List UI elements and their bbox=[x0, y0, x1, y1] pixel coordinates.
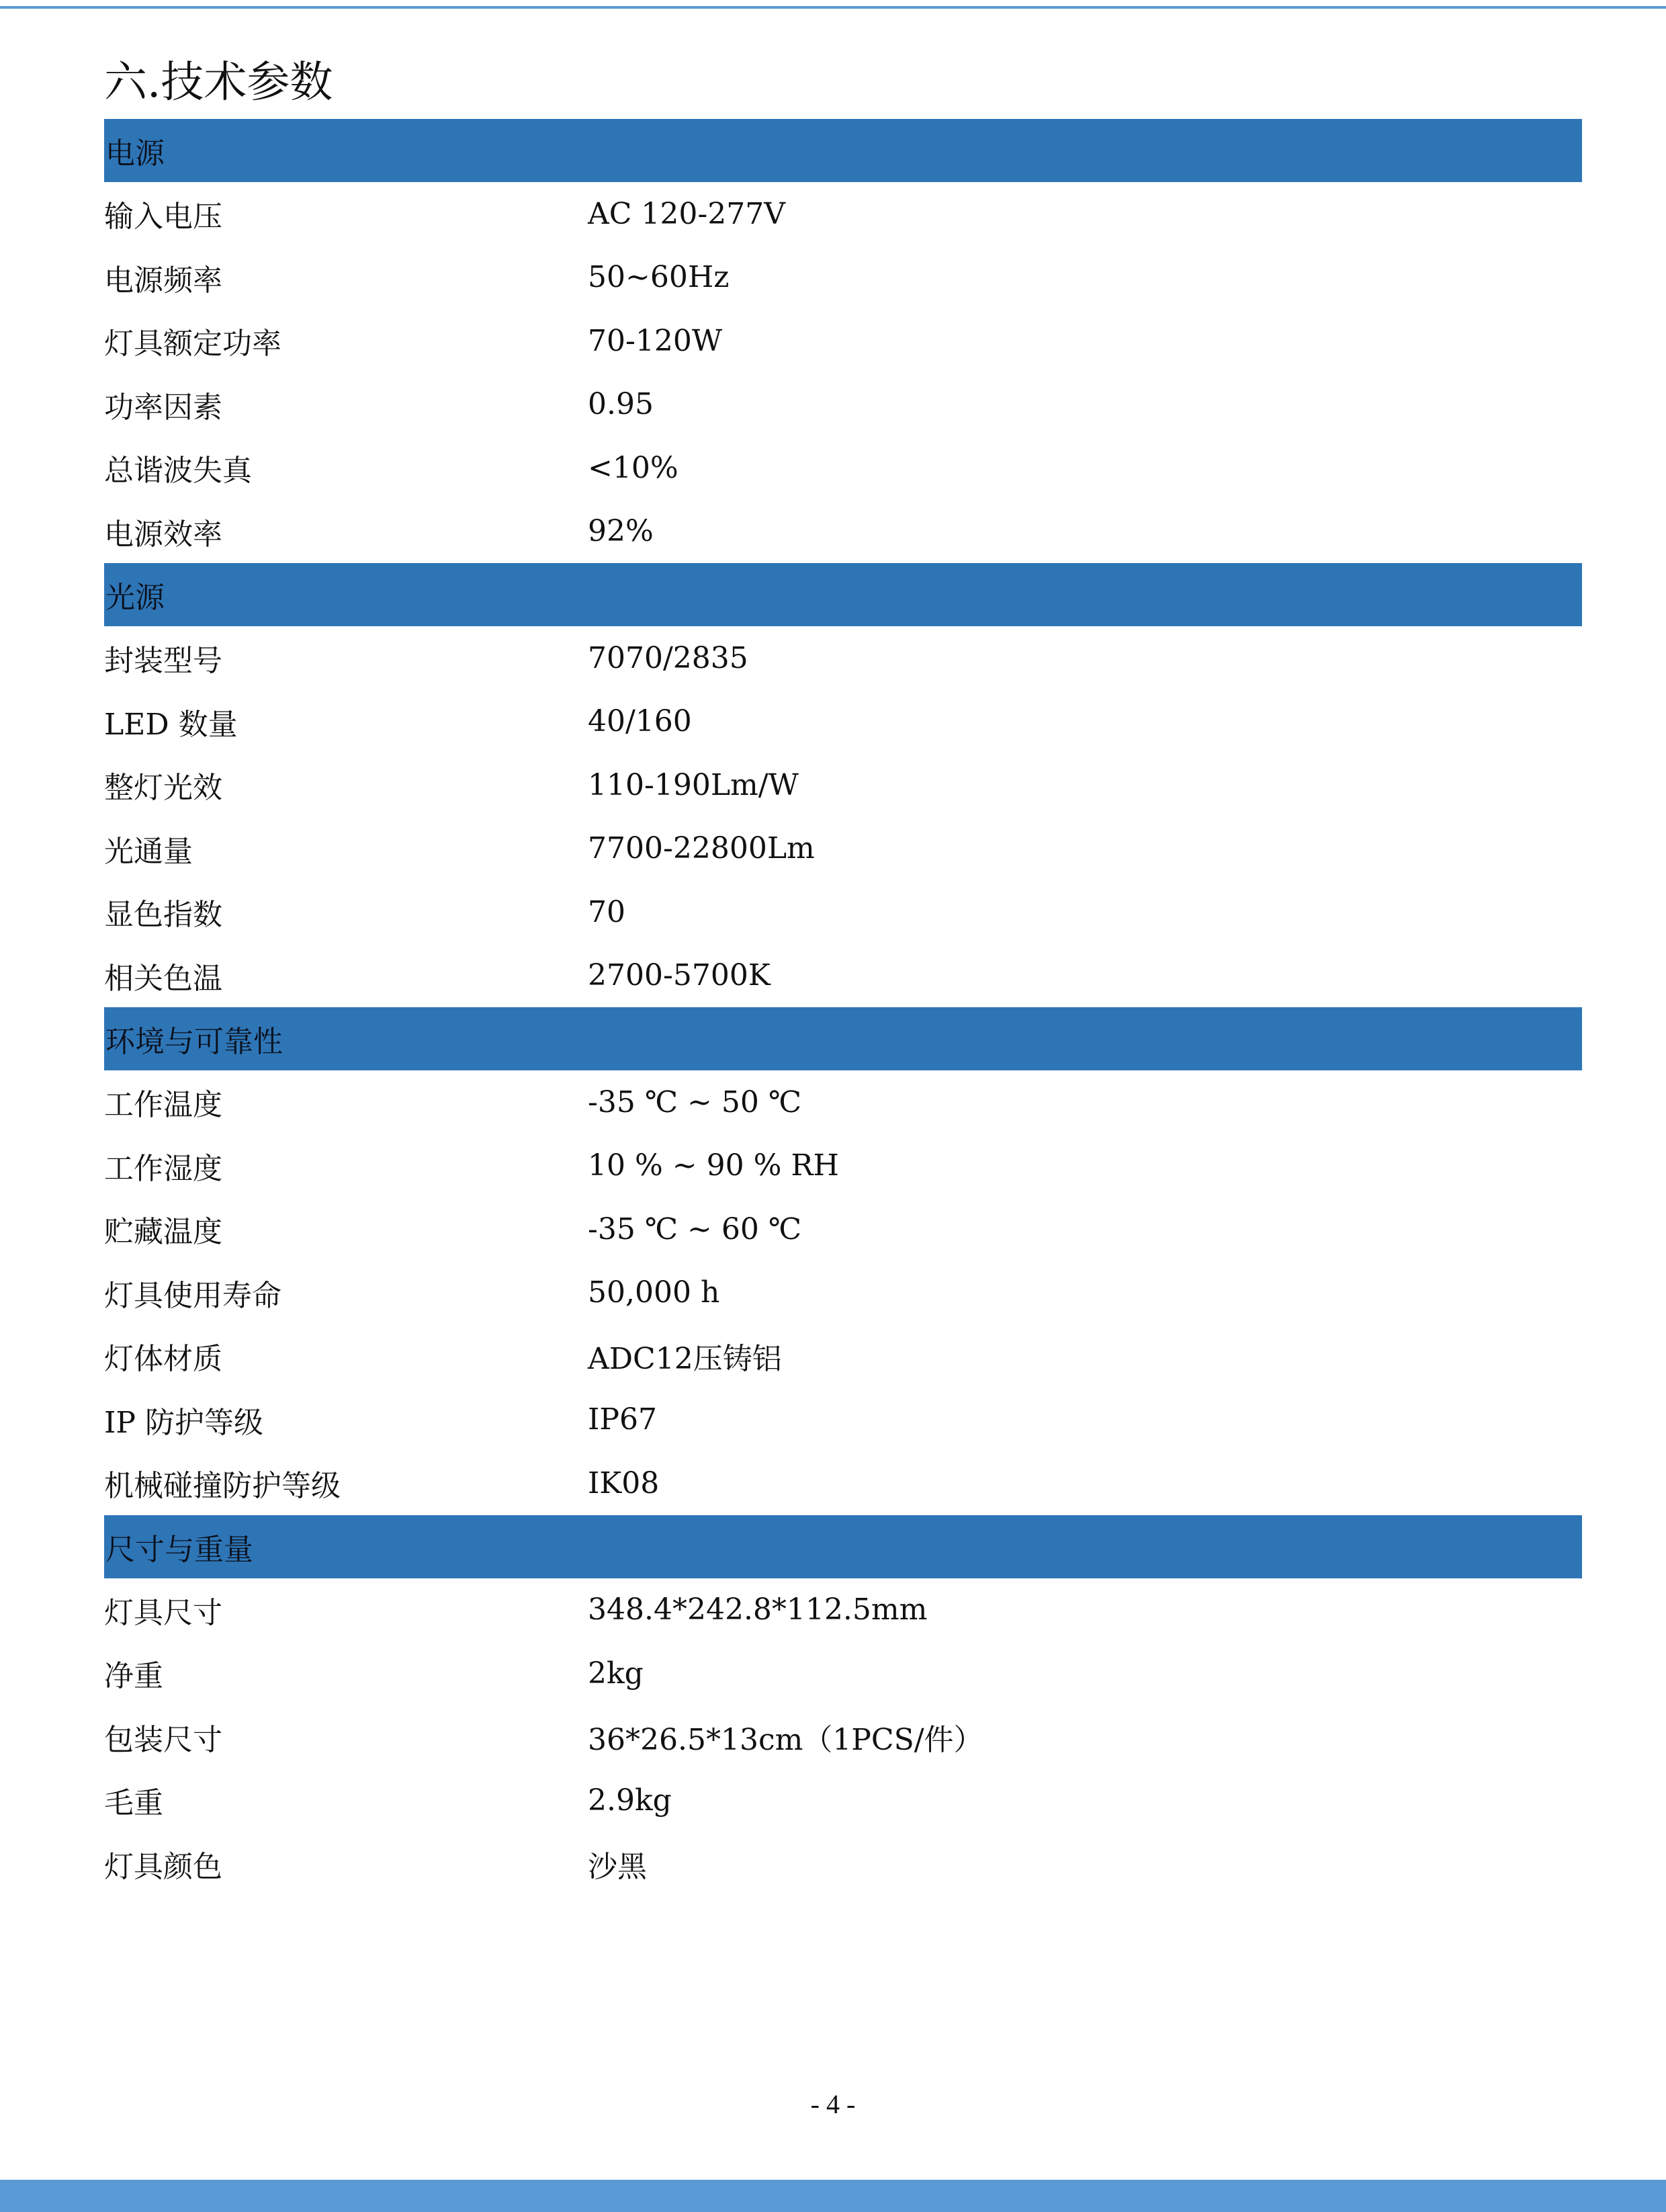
spec-row bbox=[104, 1578, 1582, 1642]
spec-row bbox=[104, 1324, 1582, 1388]
spec-row bbox=[104, 1261, 1582, 1325]
section-title: 光源 bbox=[105, 581, 165, 615]
section-title: 尺寸与重量 bbox=[105, 1532, 253, 1567]
spec-value: 2kg bbox=[588, 1656, 644, 1691]
section-title: 电源 bbox=[105, 136, 165, 171]
spec-label: IP 防护等级 bbox=[104, 1405, 263, 1440]
spec-value: 70-120W bbox=[588, 323, 723, 358]
spec-row bbox=[104, 1832, 1582, 1896]
spec-value: 40/160 bbox=[588, 704, 692, 739]
spec-value: -35 ℃ ~ 60 ℃ bbox=[588, 1211, 802, 1246]
spec-label: 贮藏温度 bbox=[104, 1215, 222, 1250]
spec-label: 总谐波失真 bbox=[104, 454, 252, 488]
spec-value: <10% bbox=[588, 450, 678, 485]
section-title: 环境与可靠性 bbox=[105, 1025, 283, 1059]
spec-label: 包装尺寸 bbox=[104, 1722, 222, 1757]
spec-value: 2.9kg bbox=[588, 1783, 672, 1818]
section-header bbox=[104, 563, 1582, 626]
spec-label: 机械碰撞防护等级 bbox=[104, 1469, 341, 1504]
bottom-bar bbox=[0, 2180, 1666, 2212]
spec-label: 灯具尺寸 bbox=[104, 1595, 222, 1630]
section-header bbox=[104, 119, 1582, 182]
spec-row bbox=[104, 1642, 1582, 1705]
spec-value: IP67 bbox=[588, 1402, 657, 1437]
spec-label: 相关色温 bbox=[104, 961, 222, 996]
spec-label: 工作湿度 bbox=[104, 1151, 222, 1186]
spec-row bbox=[104, 753, 1582, 817]
spec-value: 70 bbox=[588, 894, 625, 929]
spec-value: -35 ℃ ~ 50 ℃ bbox=[588, 1084, 802, 1119]
spec-label: 光通量 bbox=[104, 834, 193, 869]
spec-row bbox=[104, 309, 1582, 373]
spec-value: 7070/2835 bbox=[588, 640, 748, 675]
page-title: 六.技术参数 bbox=[104, 58, 333, 108]
spec-row bbox=[104, 626, 1582, 690]
spec-value: IK08 bbox=[588, 1465, 660, 1500]
spec-value: 2700-5700K bbox=[588, 958, 771, 993]
spec-row bbox=[104, 817, 1582, 881]
spec-label: LED 数量 bbox=[104, 707, 238, 742]
spec-row bbox=[104, 182, 1582, 246]
spec-row bbox=[104, 373, 1582, 437]
spec-row bbox=[104, 944, 1582, 1008]
spec-row bbox=[104, 1769, 1582, 1832]
spec-row bbox=[104, 1388, 1582, 1452]
spec-value: 10 % ~ 90 % RH bbox=[588, 1148, 839, 1183]
page-number: - 4 - bbox=[810, 2089, 856, 2119]
spec-label: 显色指数 bbox=[104, 898, 222, 933]
spec-label: 灯体材质 bbox=[104, 1342, 222, 1377]
spec-row bbox=[104, 1070, 1582, 1134]
spec-value: 50,000 h bbox=[588, 1275, 720, 1310]
spec-value: 36*26.5*13cm（1PCS/件） bbox=[588, 1722, 983, 1757]
spec-label: 电源效率 bbox=[104, 517, 222, 552]
section-header bbox=[104, 1007, 1582, 1070]
spec-label: 毛重 bbox=[104, 1786, 163, 1821]
spec-value: 沙黑 bbox=[588, 1849, 647, 1884]
spec-row bbox=[104, 246, 1582, 310]
spec-label: 电源频率 bbox=[104, 263, 222, 298]
spec-row bbox=[104, 880, 1582, 944]
spec-value: 7700-22800Lm bbox=[588, 831, 815, 866]
spec-label: 灯具颜色 bbox=[104, 1849, 222, 1884]
spec-label: 输入电压 bbox=[104, 200, 222, 235]
spec-label: 功率因素 bbox=[104, 390, 222, 425]
spec-row bbox=[104, 1134, 1582, 1198]
spec-value: 0.95 bbox=[588, 387, 654, 422]
spec-value: 348.4*242.8*112.5mm bbox=[588, 1592, 928, 1627]
spec-label: 灯具额定功率 bbox=[104, 327, 281, 361]
section-header bbox=[104, 1515, 1582, 1578]
spec-row bbox=[104, 500, 1582, 564]
spec-label: 封装型号 bbox=[104, 644, 222, 679]
spec-row bbox=[104, 1451, 1582, 1515]
spec-label: 工作温度 bbox=[104, 1088, 222, 1123]
spec-table bbox=[104, 119, 1582, 1896]
spec-value: AC 120-277V bbox=[588, 196, 786, 231]
spec-value: ADC12压铸铝 bbox=[588, 1342, 782, 1377]
spec-label: 整灯光效 bbox=[104, 771, 222, 806]
spec-row bbox=[104, 436, 1582, 500]
spec-row bbox=[104, 690, 1582, 754]
top-rule bbox=[0, 6, 1666, 9]
spec-row bbox=[104, 1705, 1582, 1769]
spec-row bbox=[104, 1197, 1582, 1261]
spec-value: 92% bbox=[588, 514, 654, 549]
spec-value: 50~60Hz bbox=[588, 260, 730, 295]
spec-label: 净重 bbox=[104, 1659, 163, 1694]
spec-value: 110-190Lm/W bbox=[588, 767, 799, 802]
spec-label: 灯具使用寿命 bbox=[104, 1278, 281, 1313]
